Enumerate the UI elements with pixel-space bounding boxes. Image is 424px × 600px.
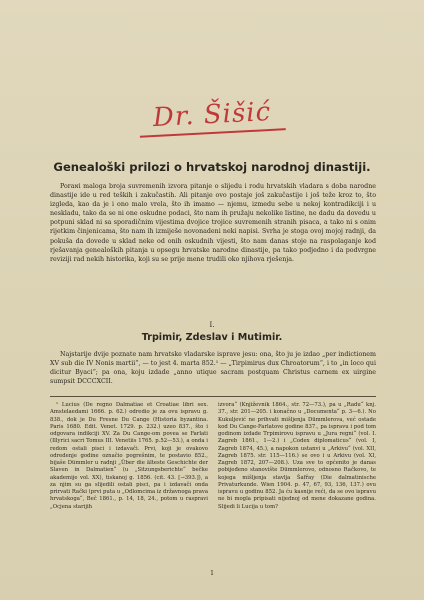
section-title: Trpimir, Zdeslav i Mutimir. xyxy=(141,332,283,343)
handwritten-signature: Dr. Šišić xyxy=(0,100,424,134)
section-number: I. xyxy=(209,321,215,329)
article-title: Genealoški prilozi o hrvatskoj narodnoj dinastiji. xyxy=(53,160,371,174)
section-paragraph: Najstarije dvije poznate nam hrvatske vladarske isprave jesu: ona, što ju je izdao „per indictionem XV sub die IV Nonis martii“, — to jest 4. marta 852.¹ — „Tirpimirus dux Chroatorum“, i to „in loco qui dicitur Byaci“; pa ona, koju izdade „anno utique sacram postquam Christus carnem ex uirgine sumpsit DCCCXCII. xyxy=(50,351,376,386)
footnote-divider xyxy=(50,396,376,397)
page-number: 1 xyxy=(210,570,214,577)
intro-paragraph: Poraɴi maloga broja suvremenih izvora pitanje o slijedu i rodu hrvatskih vladara s doba narodne dinastije ide u red teških i zakučastih. Ali pitanje ovo postaje još zakučastije i još teže kroz to, što izgleda, kao da je i ono malo vrela, što ih imamo — njemu, izmedu sebe u nekoj kontradikciji i u neskladu, tako da se ni one oskudne podaci, što nam ih pružaju nekolike listine, ne dadu da dovedu u potpuni sklad ni sa sporadičnim vijestima dvojice trojice suvremenih stranih pisaca, a tako ni s onim rijetkim činjenicama, što nam ih izmiješe novonadeni neki napisi. Svrha je stoga ovoj mojoj radnji, da pokuša da dovede u sklad neke od onih oskudnih vijesti, što nam danas stoje na raspolaganje kod rješavanja genealoških pitanja u opsegu hrvatske narodne dinastije, pa tako podjedno i da podvrgne reviziji rad nekih historika, koji su se prije mene trudili oko njihova rješenja. xyxy=(50,183,376,263)
footnote-left-column: ¹ Lucius (De regno Dalmatiae et Croatiae libri sex. Amstelaedami 1666. p. 62.) odredio je za ovu ispravu g. 838., dok je Du Fresne Du Cange (Historia byzantina. Paris 1680. Edit. Venet. 1729. p. 232.) uzeo 837., što i odgovara indikciji XV. Za Du Cange-om povea se Farlati (Illyrici sacri Tomus III. Venetiis 1765. p.52—53.), a onda i redom ostali pisci i izdavači. Prvi, koji je ovakovo odredenje godine označio pogrešnim, te postavio 852., bijaše Dümmler u radnji „Über die älteste Geschichte der Slaven in Dalmatien“ (u „Sitzungsberichte“ bečke akademije vol. XX), tiskanoj g. 1856. (cit. 43. [→393.]), a za njim su ga slijedili ostali pisci, pa i izdavači onda prirvati Rački (prvi puta u „Odlomcima iz državnoga prava hrvatskoga“, Beč 1861., p. 14, 18, 24., potom u raspravi „Ocjena starijih xyxy=(50,402,208,510)
footnote-right-column: izvora“ (Književnik 1864., str. 72—73.), pa u „Radu“ knj. 37., str. 201—205. i konačno u „Documenta“ p. 3—6.). No Kukuljević ne prihvati mišljenja Dümmlerova, već ostade kod Du Cange-Farlatove godine 837., pa ispravu i pod tom godinom izdade Trpimirovu ispravu u „Jura regni“ (vol. I. Zagreb 1861., 1—2.) i „Codex diplomaticus“ (vol. I, Zagreb 1874, 45.), a napokon ustanvi u „Arkivu“ (vol. XII, Zagreb 1875. str. 115—116.) se ovo i u Arkivu (vol. XI, Zagreb 1872, 207—208.). Uza sve to općenito je danas pobijeđeno stanovište Dümmlerovo, odnosno Račkovo, te kojega mišljenja stavlja Šafřay (Die dalmatinische Privaturkunde. Wien 1904. p. 47, 67, 93, 136, 137.) ovu ispravu u godinu 852. Ja ću kasnije reći, da se ovo ispravu ne bi mogla pripisati nijednoj od mene dokazane godina. Slijedi li Lucija u tom? xyxy=(218,402,376,510)
